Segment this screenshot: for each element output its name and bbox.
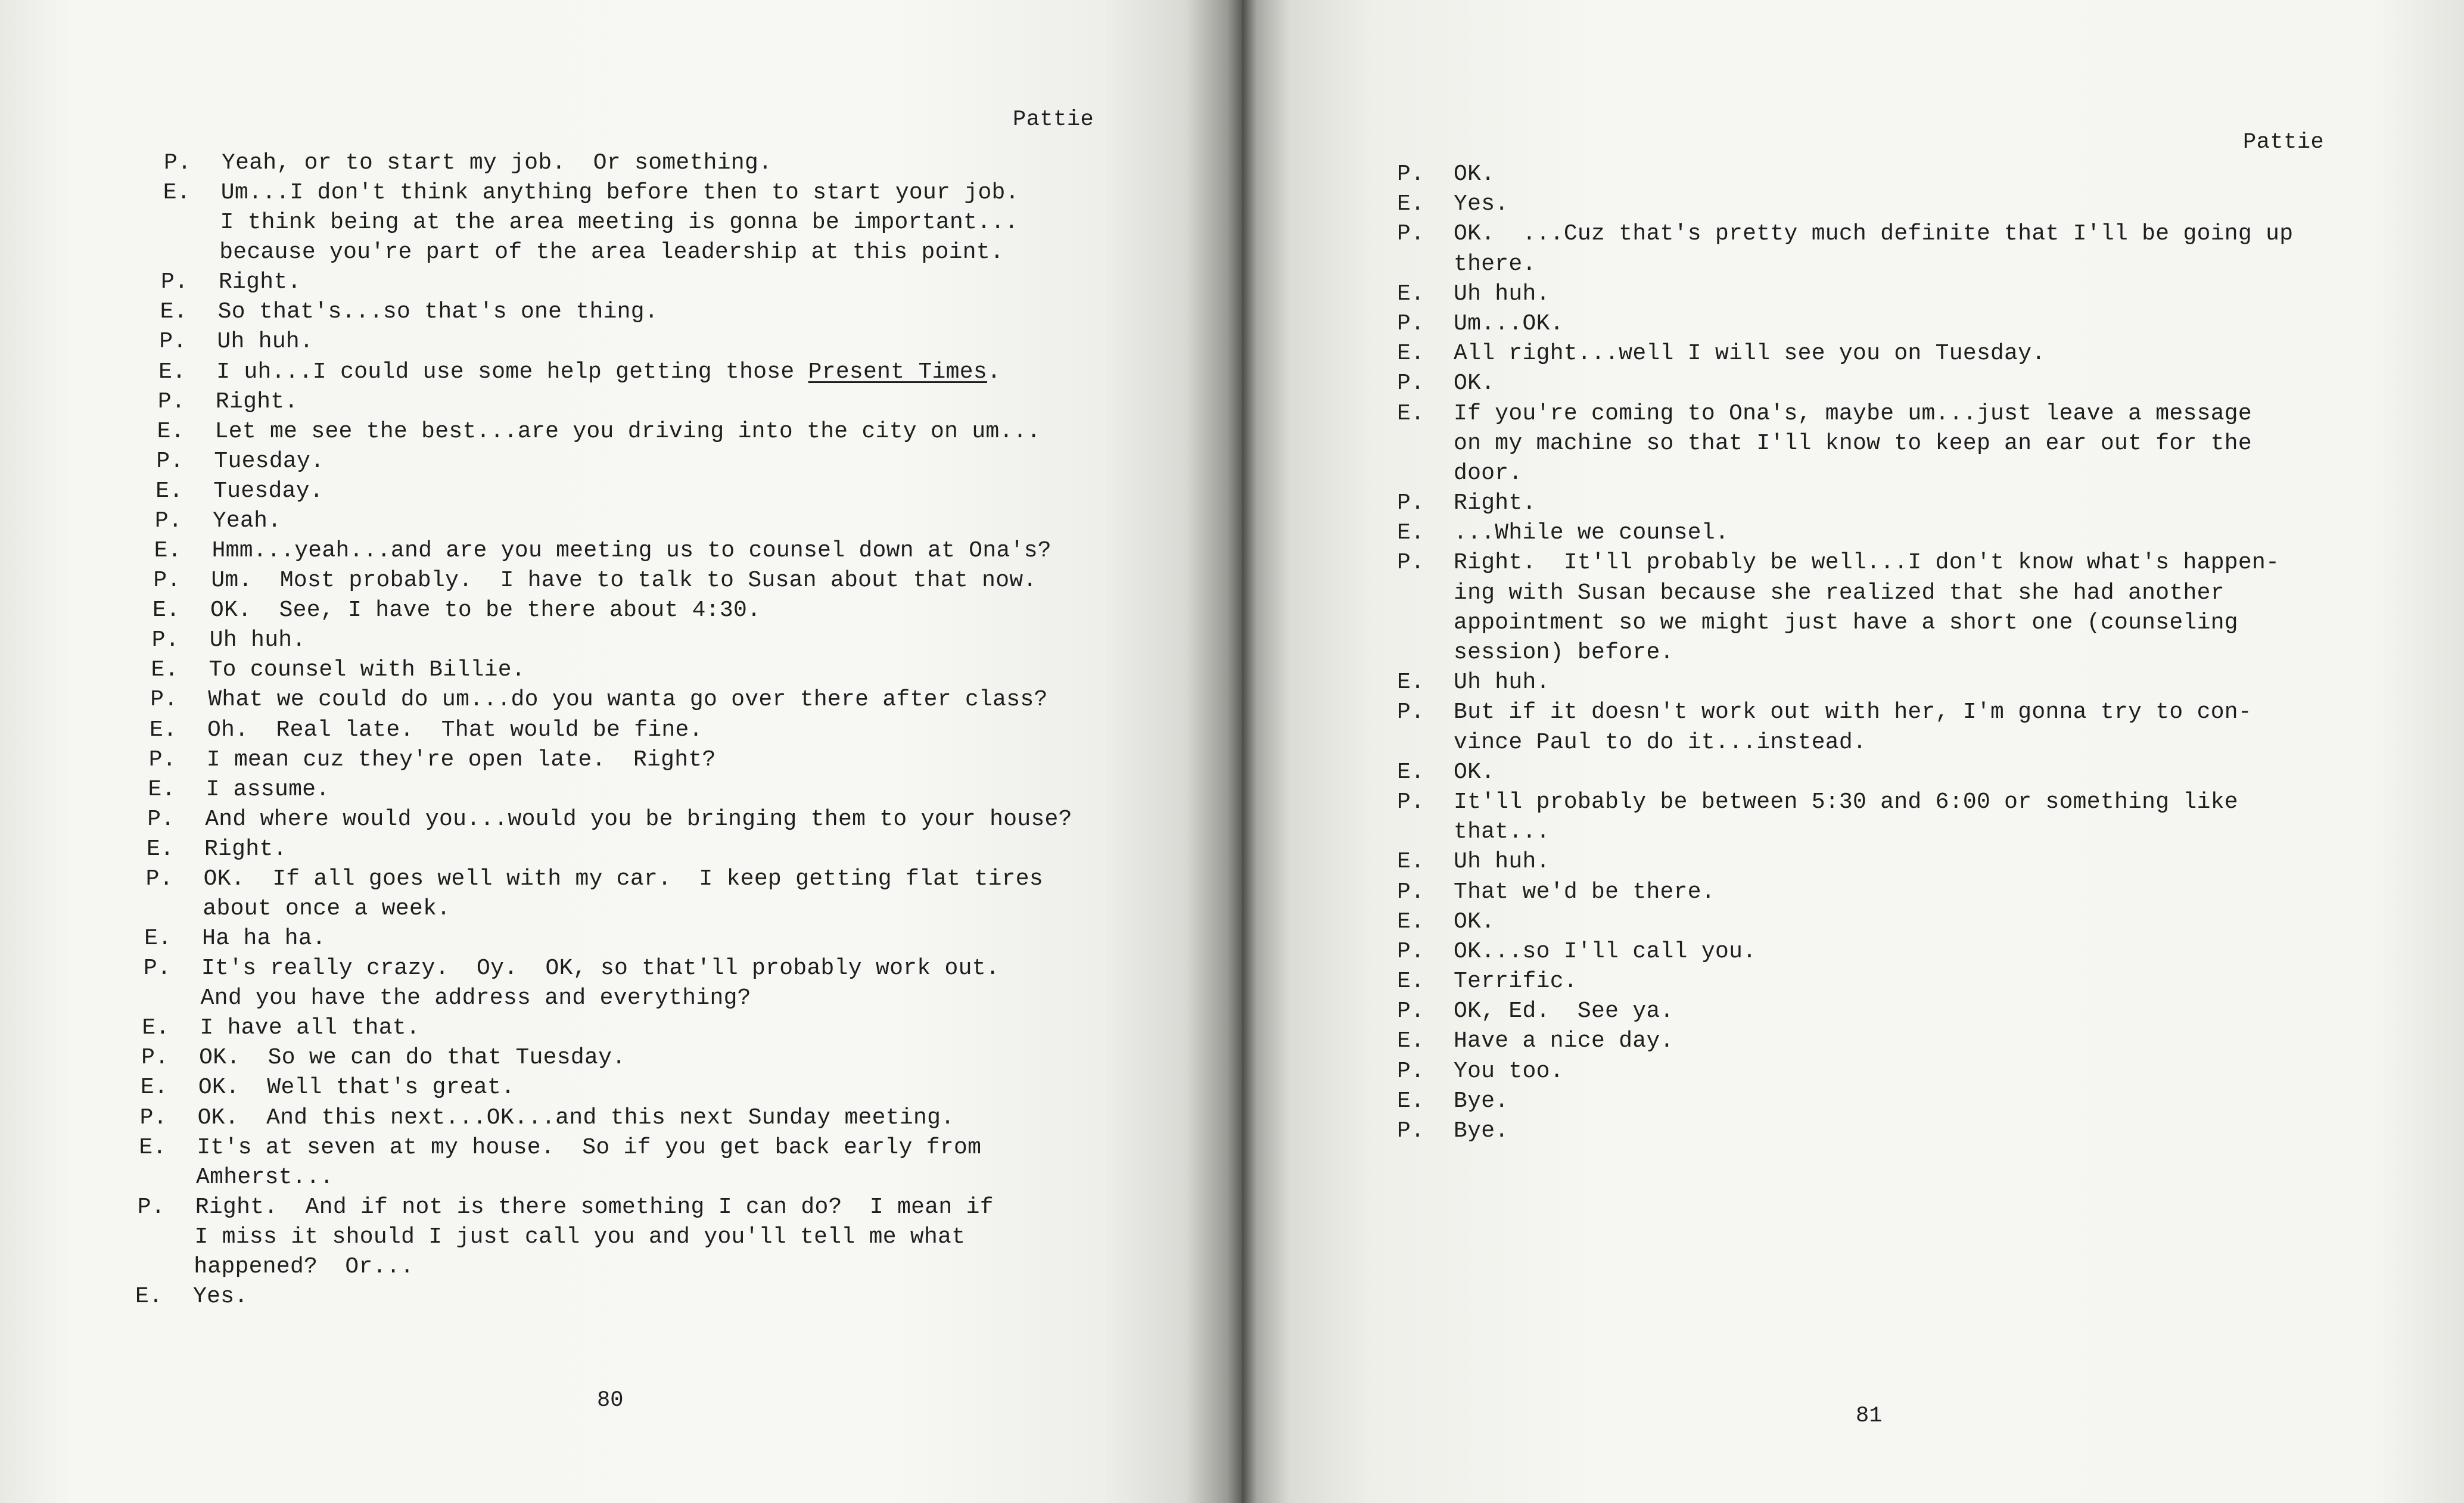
dialogue-text: What we could do um...do you wanta go over there after class? <box>208 687 1048 713</box>
transcript-line <box>1397 761 1495 784</box>
transcript-line <box>1397 1090 1508 1113</box>
dialogue-text-tail: . <box>987 359 1001 385</box>
transcript-line <box>1397 938 1757 964</box>
speaker-label: P. <box>1397 699 1425 726</box>
speaker-label: P. <box>164 150 192 176</box>
transcript-line <box>137 1226 966 1249</box>
speaker-label: E. <box>163 180 191 206</box>
transcript-line <box>146 868 1043 891</box>
transcript-line <box>1397 908 1495 935</box>
dialogue-text: Hmm...yeah...and are you meeting us to counsel down at Ona's? <box>211 538 1051 564</box>
dialogue-text: there. <box>1454 251 1536 277</box>
transcript-line <box>150 719 703 742</box>
speaker-label: P. <box>1397 371 1425 397</box>
speaker-label: P. <box>156 448 184 474</box>
dialogue-text: Yeah, or to start my job. Or something. <box>222 150 773 176</box>
speaker-label: P. <box>159 329 187 355</box>
dialogue-text: Terrific. <box>1454 969 1578 995</box>
transcript-line <box>1397 253 1536 276</box>
transcript-line <box>145 895 451 922</box>
speaker-label: E. <box>158 359 186 385</box>
transcript-line <box>161 271 301 294</box>
dialogue-text: OK. Well that's great. <box>198 1075 515 1101</box>
speaker-label: P. <box>1397 490 1425 516</box>
transcript-line <box>139 1134 982 1160</box>
speaker-label: P. <box>143 956 172 982</box>
dialogue-text: happened? Or... <box>194 1253 414 1280</box>
transcript-line <box>1397 1030 1674 1053</box>
dialogue-text: Yes. <box>1454 191 1509 217</box>
dialogue-text: Bye. <box>1454 1088 1509 1114</box>
speaker-label: P. <box>1397 789 1425 815</box>
dialogue-text: But if it doesn't work out with her, I'm gonna try to con- <box>1454 699 2253 726</box>
speaker-label: P. <box>139 1104 167 1131</box>
dialogue-text: That we'd be there. <box>1454 879 1715 905</box>
dialogue-text: You too. <box>1454 1058 1564 1084</box>
transcript-line <box>138 1166 334 1189</box>
transcript-line <box>1397 582 2225 605</box>
speaker-label: E. <box>153 598 181 624</box>
speaker-label: P. <box>1397 1118 1425 1144</box>
transcript-line <box>1397 522 1729 544</box>
speaker-label: P. <box>154 508 183 534</box>
speaker-label: E. <box>1397 341 1425 367</box>
transcript-line <box>143 987 751 1010</box>
dialogue-text: Have a nice day. <box>1454 1028 1674 1054</box>
speaker-label: P. <box>157 388 186 415</box>
transcript-line <box>135 1286 248 1308</box>
transcript-line <box>136 1253 414 1280</box>
dialogue-text: Right. <box>1454 490 1536 516</box>
transcript-line <box>1397 163 1495 186</box>
dialogue-text: To counsel with Billie. <box>209 657 525 683</box>
dialogue-text: OK. See, I have to be there about 4:30. <box>210 598 761 624</box>
speaker-label: P. <box>1397 310 1425 337</box>
speaker-label: E. <box>1397 1028 1425 1054</box>
speaker-label: E. <box>1397 281 1425 307</box>
speaker-label: P. <box>160 269 189 295</box>
transcript-line <box>147 838 287 861</box>
transcript-line <box>1397 283 1550 306</box>
dialogue-text: It'll probably be between 5:30 and 6:00 or something like <box>1454 789 2238 815</box>
speaker-label: E. <box>1397 849 1425 875</box>
transcript-line <box>1397 701 2252 724</box>
transcript-line <box>139 1104 955 1131</box>
dialogue-text: All right...well I will see you on Tuesday. <box>1454 341 2046 367</box>
dialogue-text: appointment so we might just have a short one (counseling <box>1454 609 2238 636</box>
transcript-line <box>1397 671 1550 694</box>
dialogue-text: Yeah. <box>212 508 282 534</box>
dialogue-text: I have all that. <box>200 1015 421 1041</box>
transcript-line <box>1397 851 1550 873</box>
dialogue-text: Oh. Real late. That would be fine. <box>207 717 703 743</box>
dialogue-text: OK. <box>1454 371 1495 397</box>
transcript-line <box>1397 552 2279 574</box>
transcript-line <box>153 599 761 622</box>
transcript-line <box>144 957 1000 980</box>
transcript-line <box>1397 223 2293 245</box>
dialogue-text: OK. <box>1454 908 1495 935</box>
transcript-line <box>1397 310 1564 337</box>
dialogue-text: OK, Ed. See ya. <box>1454 998 1674 1025</box>
dialogue-text: Uh huh. <box>1454 281 1550 307</box>
dialogue-text: I mean cuz they're open late. Right? <box>206 746 716 773</box>
dialogue-text: OK. And this next...OK...and this next Sunday meeting. <box>197 1104 955 1131</box>
dialogue-text: I miss it should I just call you and you'll tell me what <box>194 1224 966 1250</box>
speaker-label: E. <box>148 776 176 802</box>
speaker-label: P. <box>1397 879 1425 905</box>
speaker-label: E. <box>160 299 188 325</box>
dialogue-text: ing with Susan because she realized that she had another <box>1454 580 2225 606</box>
dialogue-text: Uh huh. <box>209 627 306 654</box>
dialogue-text: Right. <box>215 388 298 415</box>
transcript-line <box>158 361 1001 384</box>
dialogue-text: OK. ...Cuz that's pretty much definite that I'll be going up <box>1454 221 2294 247</box>
transcript-line <box>1397 1120 1508 1143</box>
transcript-line <box>1397 193 1508 216</box>
speaker-label: E. <box>150 717 178 743</box>
dialogue-text: Yes. <box>193 1284 248 1309</box>
dialogue-text: Uh huh. <box>1454 849 1550 875</box>
speaker-label: E. <box>1397 400 1425 427</box>
dialogue-text: that... <box>1454 819 1550 845</box>
speaker-label: E. <box>1397 908 1425 935</box>
speaker-label: P. <box>150 687 178 713</box>
transcript-line <box>141 1047 626 1069</box>
dialogue-text: Right. It'll probably be well...I don't know what's happen- <box>1454 550 2280 576</box>
transcript-line <box>1397 1000 1674 1023</box>
left-page-header: Pattie <box>1013 107 1094 132</box>
transcript-line <box>157 388 298 415</box>
dialogue-text: And where would you...would you be bringing them to your house? <box>205 806 1072 832</box>
speaker-label: P. <box>147 806 175 832</box>
transcript-line <box>1397 400 2253 427</box>
transcript-line <box>142 1017 420 1040</box>
speaker-label: E. <box>154 538 182 564</box>
transcript-line <box>141 1076 515 1099</box>
speaker-label: E. <box>1397 520 1425 546</box>
speaker-label: P. <box>1397 938 1425 964</box>
speaker-label: P. <box>1397 161 1425 187</box>
transcript-line <box>1397 432 2252 455</box>
dialogue-text: OK...so I'll call you. <box>1454 938 1757 964</box>
dialogue-text: Tuesday. <box>213 478 323 504</box>
dialogue-text: OK. If all goes well with my car. I keep getting flat tires <box>203 866 1043 892</box>
speaker-label: E. <box>157 418 185 444</box>
dialogue-text: Right. <box>218 269 301 295</box>
speaker-label: E. <box>144 926 172 952</box>
transcript-line <box>144 928 326 950</box>
transcript-line <box>163 182 1019 204</box>
transcript-line <box>1397 821 1550 844</box>
transcript-line <box>1397 791 2238 814</box>
dialogue-text: I think being at the area meeting is gonna be important... <box>220 210 1019 236</box>
speaker-label: E. <box>139 1134 167 1160</box>
speaker-label: P. <box>153 568 181 594</box>
dialogue-text: I assume. <box>206 776 330 802</box>
dialogue-text: Let me see the best...are you driving into the city on um... <box>214 418 1041 444</box>
dialogue-text: I uh...I could use some help getting those <box>216 359 808 385</box>
speaker-label: E. <box>135 1284 163 1309</box>
dialogue-text: Uh huh. <box>1454 670 1550 696</box>
transcript-line <box>148 776 330 802</box>
dialogue-text: session) before. <box>1454 640 1674 665</box>
speaker-label: P. <box>1397 221 1425 247</box>
transcript-line <box>159 331 313 353</box>
speaker-label: P. <box>145 866 173 892</box>
speaker-label: P. <box>151 627 179 654</box>
transcript-line <box>147 808 1072 831</box>
transcript-line <box>156 450 324 473</box>
dialogue-text: It's really crazy. Oy. OK, so that'll probably work out. <box>201 956 1000 982</box>
transcript-line <box>1397 642 1674 664</box>
speaker-label: E. <box>1397 670 1425 696</box>
dialogue-text: Ha ha ha. <box>202 926 326 952</box>
transcript-line <box>1397 609 2238 636</box>
speaker-label: E. <box>146 836 175 862</box>
dialogue-text: Um...I don't think anything before then to start your job. <box>220 180 1019 206</box>
transcript-line <box>162 211 1018 234</box>
dialogue-text: door. <box>1454 460 1523 486</box>
speaker-label: P. <box>148 746 176 773</box>
speaker-label: P. <box>1397 550 1425 576</box>
right-page-header: Pattie <box>2243 130 2325 155</box>
speaker-label: E. <box>142 1015 170 1041</box>
dialogue-text: OK. <box>1454 759 1495 785</box>
transcript-line <box>1397 462 1523 485</box>
dialogue-text: Right. <box>204 836 287 862</box>
transcript-line <box>1397 1060 1564 1083</box>
transcript-line <box>150 689 1047 711</box>
transcript-line <box>151 659 525 682</box>
transcript-line <box>1397 372 1495 395</box>
dialogue-text: It's at seven at my house. So if you get back early from <box>197 1134 982 1160</box>
speaker-label: P. <box>1397 998 1425 1025</box>
speaker-label: P. <box>1397 1058 1425 1084</box>
dialogue-text: Bye. <box>1454 1118 1509 1144</box>
speaker-label: E. <box>1397 191 1425 217</box>
dialogue-text: Uh huh. <box>217 329 314 355</box>
transcript-line <box>148 746 716 773</box>
speaker-label: E. <box>151 657 179 683</box>
transcript-line <box>1397 729 1867 755</box>
transcript-line <box>155 510 282 533</box>
transcript-line <box>161 241 1004 264</box>
dialogue-text: Um...OK. <box>1454 310 1564 337</box>
right-page-number: 81 <box>1856 1404 1883 1429</box>
transcript-line <box>157 418 1041 444</box>
dialogue-text: Tuesday. <box>214 448 325 474</box>
dialogue-text: OK. So we can do that Tuesday. <box>199 1045 626 1071</box>
dialogue-text: Amherst... <box>196 1164 334 1190</box>
dialogue-text: So that's...so that's one thing. <box>217 299 658 325</box>
dialogue-text: vince Paul to do it...instead. <box>1454 729 1867 755</box>
transcript-line <box>153 570 1037 592</box>
speaker-label: E. <box>1397 969 1425 995</box>
speaker-label: E. <box>1397 1088 1425 1114</box>
transcript-line <box>138 1196 994 1219</box>
dialogue-text: because you're part of the area leadership at this point. <box>219 239 1004 266</box>
dialogue-text: If you're coming to Ona's, maybe um...just leave a message <box>1454 400 2253 427</box>
transcript-line <box>1397 492 1536 515</box>
underlined-title: Present Times <box>808 359 987 385</box>
speaker-label: E. <box>140 1075 169 1101</box>
transcript-line <box>1397 881 1715 904</box>
transcript-line <box>164 152 772 175</box>
transcript-line <box>154 540 1051 562</box>
speaker-label: P. <box>137 1194 165 1220</box>
transcript-line <box>160 301 658 323</box>
left-page-number: 80 <box>597 1388 624 1413</box>
speaker-label: E. <box>155 478 183 504</box>
dialogue-text: about once a week. <box>203 895 451 922</box>
dialogue-text: Um. Most probably. I have to talk to Susan about that now. <box>211 568 1037 594</box>
dialogue-text: And you have the address and everything? <box>200 985 751 1012</box>
dialogue-text: Right. And if not is there something I can do? I mean if <box>195 1194 994 1220</box>
right-page <box>1242 0 2464 1503</box>
dialogue-text: ...While we counsel. <box>1454 520 1729 546</box>
speaker-label: P. <box>141 1045 169 1071</box>
dialogue-text: OK. <box>1454 161 1495 187</box>
dialogue-text: on my machine so that I'll know to keep an ear out for the <box>1454 430 2253 456</box>
transcript-line <box>1397 970 1578 993</box>
transcript-line <box>155 480 323 503</box>
speaker-label: E. <box>1397 759 1425 785</box>
transcript-line <box>1397 343 2045 365</box>
transcript-line <box>152 629 306 652</box>
